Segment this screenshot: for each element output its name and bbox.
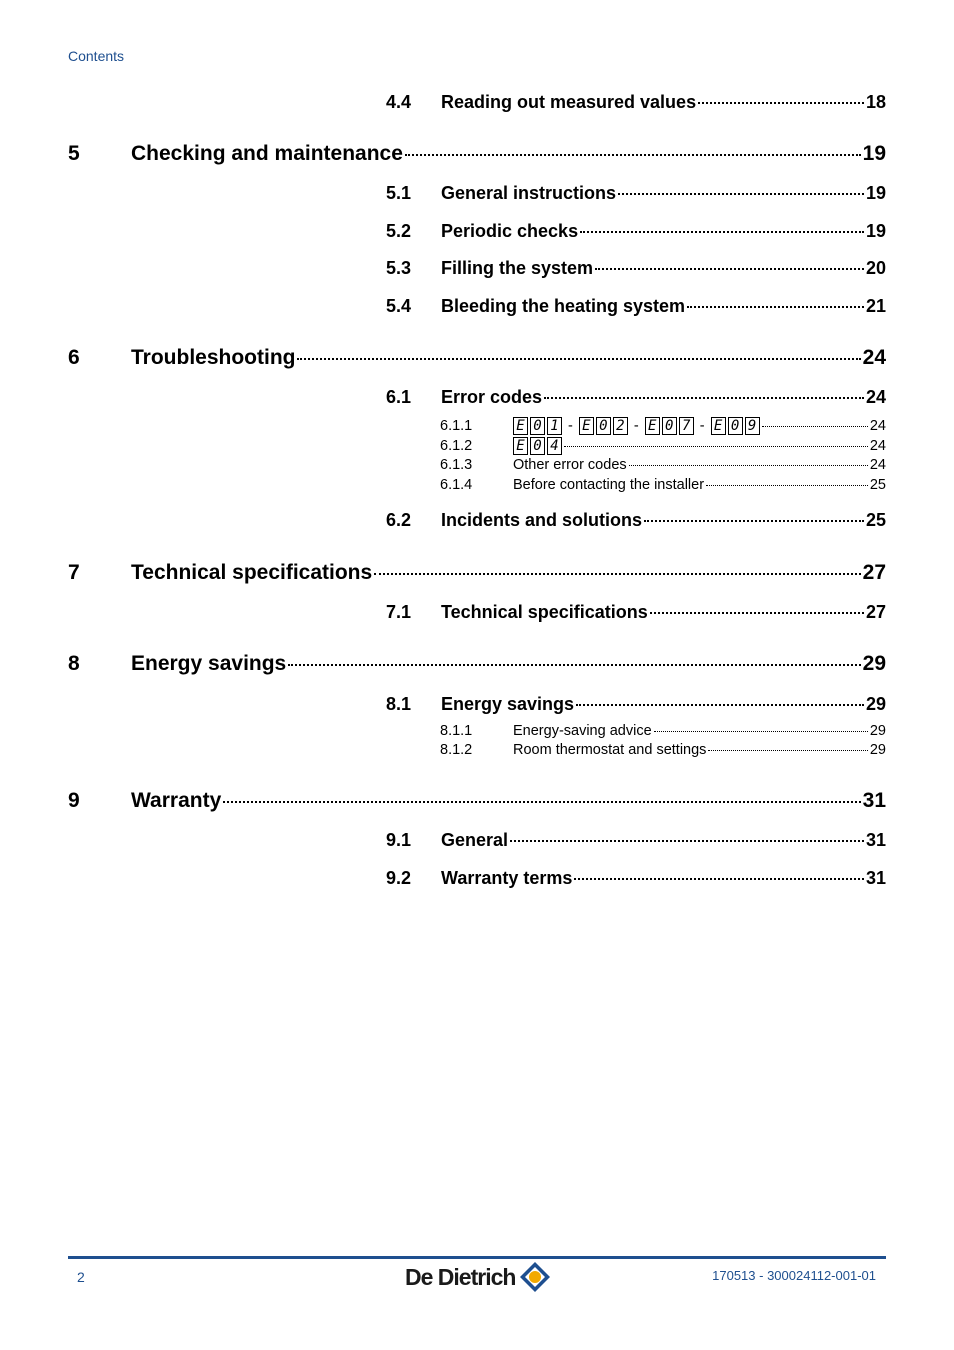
toc-page: 24 xyxy=(869,418,886,434)
dot-leader xyxy=(564,446,868,447)
toc-page: 24 xyxy=(862,346,886,369)
toc-page: 24 xyxy=(869,438,886,454)
footer-document-reference: 170513 - 300024112-001-01 xyxy=(712,1268,876,1283)
toc-title: Before contacting the installer xyxy=(513,477,705,493)
toc-page: 31 xyxy=(862,789,886,812)
toc-title: Troubleshooting xyxy=(131,346,296,369)
dot-leader xyxy=(650,612,864,614)
toc-page: 27 xyxy=(862,561,886,584)
seg-digit: E xyxy=(513,417,528,435)
toc-number: 8 xyxy=(68,652,80,675)
toc-entry-9-1[interactable] xyxy=(386,830,886,851)
seg-digit: 0 xyxy=(530,417,545,435)
toc-page: 24 xyxy=(865,387,886,407)
toc-title: Energy savings xyxy=(441,694,575,714)
seg-digit: E xyxy=(711,417,726,435)
dot-leader xyxy=(544,397,864,399)
toc-title: Energy-saving advice xyxy=(513,723,652,739)
dot-leader xyxy=(629,465,868,466)
dot-leader xyxy=(576,704,864,706)
dot-leader xyxy=(574,878,864,880)
toc-title: Energy savings xyxy=(131,652,287,675)
dot-leader xyxy=(374,573,860,575)
toc-number: 5.4 xyxy=(386,296,412,316)
dot-leader xyxy=(762,426,868,427)
dot-leader xyxy=(708,750,867,751)
toc-entry-5-3[interactable] xyxy=(386,258,886,279)
toc-chapter-6[interactable] xyxy=(68,346,886,370)
toc-title: Other error codes xyxy=(513,457,627,473)
toc-number: 4.4 xyxy=(386,92,412,112)
toc-page: 29 xyxy=(869,723,886,739)
toc-page: 25 xyxy=(869,477,886,493)
seg-digit: 2 xyxy=(613,417,628,435)
toc-chapter-8[interactable] xyxy=(68,652,886,676)
dot-leader xyxy=(644,520,864,522)
toc-number: 6.1.2 xyxy=(440,438,473,454)
toc-number: 9 xyxy=(68,789,80,812)
dot-leader xyxy=(595,268,864,270)
toc-title: General instructions xyxy=(441,183,617,203)
toc-number: 5.3 xyxy=(386,258,412,278)
diamond-logo-icon xyxy=(518,1260,552,1294)
toc-title: Incidents and solutions xyxy=(441,510,643,530)
dot-leader xyxy=(288,664,860,666)
dot-leader xyxy=(698,102,864,104)
toc-title: Warranty terms xyxy=(441,868,573,888)
toc-entry-8-1[interactable] xyxy=(386,694,886,715)
toc-title: Periodic checks xyxy=(441,221,579,241)
dot-leader xyxy=(654,731,868,732)
code-separator: - xyxy=(633,418,639,434)
toc-entry-6-1-2[interactable] xyxy=(440,437,886,455)
dot-leader xyxy=(618,193,864,195)
toc-title: Reading out measured values xyxy=(441,92,697,112)
toc-number: 8.1.1 xyxy=(440,723,473,739)
dot-leader xyxy=(223,801,860,803)
error-code-display xyxy=(513,437,562,455)
seg-digit: 0 xyxy=(596,417,611,435)
toc-number: 6 xyxy=(68,346,80,369)
seg-digit: 1 xyxy=(547,417,562,435)
toc-entry-6-1-3[interactable] xyxy=(440,457,886,473)
seg-digit: 0 xyxy=(530,437,545,455)
toc-number: 5.2 xyxy=(386,221,412,241)
toc-entry-6-1-1[interactable] xyxy=(440,417,886,435)
toc-number: 7 xyxy=(68,561,80,584)
toc-title: Error codes xyxy=(441,387,543,407)
toc-entry-6-1[interactable] xyxy=(386,387,886,408)
toc-title: Bleeding the heating system xyxy=(441,296,686,316)
toc-page: 19 xyxy=(865,221,886,241)
code-separator: - xyxy=(568,418,573,434)
toc-title: Warranty xyxy=(131,789,222,812)
seg-digit: E xyxy=(579,417,594,435)
seg-digit: 0 xyxy=(728,417,743,435)
toc-entry-6-2[interactable] xyxy=(386,510,886,531)
toc-chapter-5[interactable] xyxy=(68,142,886,166)
toc-title: Room thermostat and settings xyxy=(513,742,707,758)
toc-number: 5 xyxy=(68,142,80,165)
toc-page: 27 xyxy=(865,602,886,622)
code-separator: - xyxy=(699,418,705,434)
toc-page: 29 xyxy=(865,694,886,714)
toc-title: Technical specifications xyxy=(131,561,373,584)
toc-entry-9-2[interactable] xyxy=(386,868,886,889)
toc-chapter-9[interactable] xyxy=(68,789,886,813)
toc-number: 9.2 xyxy=(386,868,412,888)
toc-entry-8-1-1[interactable] xyxy=(440,723,886,739)
toc-number: 8.1.2 xyxy=(440,742,473,758)
toc-page: 31 xyxy=(865,868,886,888)
toc-page: 18 xyxy=(865,92,886,112)
toc-page: 20 xyxy=(865,258,886,278)
dot-leader xyxy=(405,154,861,156)
toc-page: 21 xyxy=(865,296,886,316)
toc-title: General xyxy=(441,830,509,850)
dot-leader xyxy=(687,306,864,308)
footer-page-number: 2 xyxy=(77,1269,85,1285)
toc-page: 31 xyxy=(865,830,886,850)
toc-entry-7-1[interactable] xyxy=(386,602,886,623)
toc-chapter-7[interactable] xyxy=(68,561,886,585)
toc-title: Checking and maintenance xyxy=(131,142,403,165)
toc-number: 5.1 xyxy=(386,183,412,203)
error-code-display-group xyxy=(513,417,760,435)
toc-title: Technical specifications xyxy=(441,602,648,622)
toc-page: 29 xyxy=(862,652,886,675)
toc-number: 6.1 xyxy=(386,387,412,407)
toc-title: Filling the system xyxy=(441,258,594,278)
seg-digit: 0 xyxy=(662,417,677,435)
toc-entry-8-1-2[interactable] xyxy=(440,742,886,758)
seg-digit: 9 xyxy=(745,417,760,435)
seg-digit: E xyxy=(513,437,528,455)
brand-logo xyxy=(405,1260,552,1294)
toc-page: 29 xyxy=(869,742,886,758)
seg-digit: 7 xyxy=(679,417,694,435)
seg-digit: E xyxy=(645,417,660,435)
dot-leader xyxy=(580,231,864,233)
dot-leader xyxy=(297,358,860,360)
seg-digit: 4 xyxy=(547,437,562,455)
dot-leader xyxy=(706,485,868,486)
toc-entry-5-4[interactable] xyxy=(386,296,886,317)
toc-page: 19 xyxy=(865,183,886,203)
toc-number: 6.2 xyxy=(386,510,412,530)
toc-entry-5-2[interactable] xyxy=(386,221,886,242)
toc-number: 7.1 xyxy=(386,602,412,622)
footer-rule xyxy=(68,1256,886,1259)
toc-number: 6.1.4 xyxy=(440,477,473,493)
toc-entry-4-4[interactable] xyxy=(386,92,886,113)
toc-number: 8.1 xyxy=(386,694,412,714)
toc-number: 9.1 xyxy=(386,830,412,850)
toc-page: 25 xyxy=(865,510,886,530)
toc-number: 6.1.3 xyxy=(440,457,473,473)
dot-leader xyxy=(510,840,864,842)
toc-entry-6-1-4[interactable] xyxy=(440,477,886,493)
toc-page: 19 xyxy=(862,142,886,165)
brand-wordmark: De Dietrich xyxy=(405,1263,516,1290)
toc-number: 6.1.1 xyxy=(440,418,473,434)
running-header: Contents xyxy=(68,48,125,64)
toc-page: 24 xyxy=(869,457,886,473)
toc-entry-5-1[interactable] xyxy=(386,183,886,204)
